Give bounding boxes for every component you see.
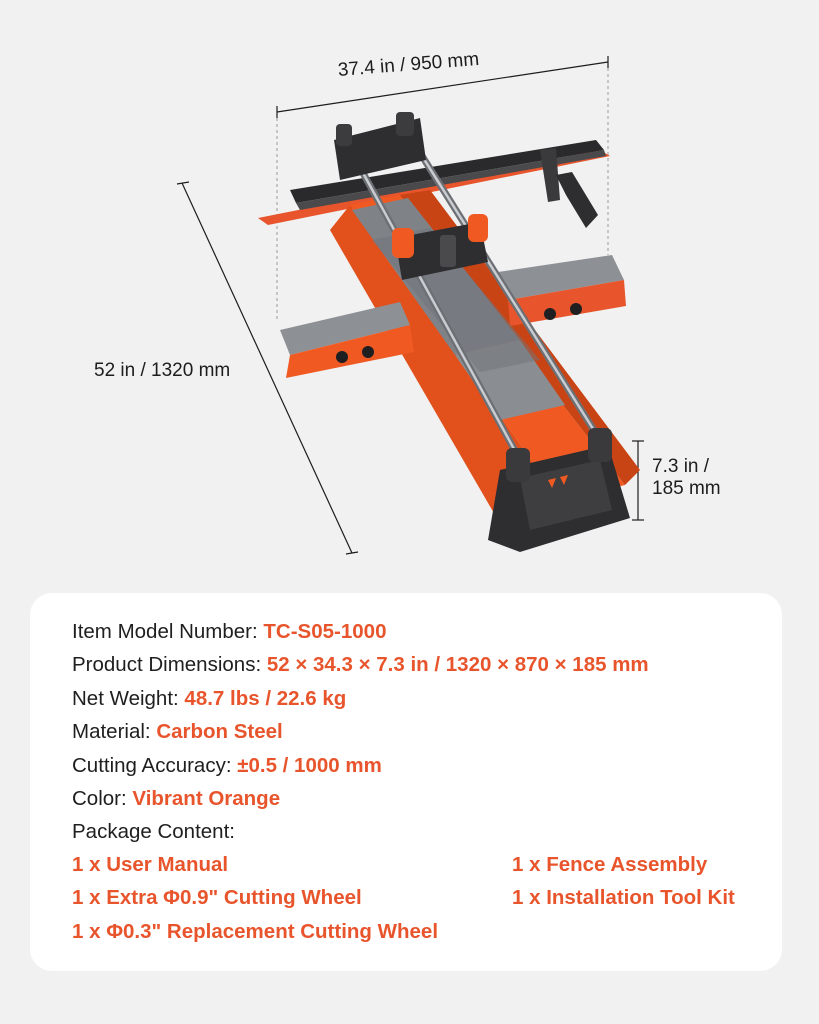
spec-row-dimensions (72, 648, 762, 681)
spec-row-model (72, 615, 762, 648)
package-content-label: Package Content: (72, 820, 235, 844)
spec-value: Carbon Steel (156, 720, 283, 744)
package-item: 1 x User Manual (72, 853, 229, 876)
spec-label: Cutting Accuracy: (72, 753, 238, 777)
height-dimension-line2: 185 mm (652, 477, 721, 499)
spec-label: Product Dimensions: (72, 653, 267, 677)
spec-value: Vibrant Orange (132, 786, 281, 810)
package-item: 1 x Extra Φ0.9" Cutting Wheel (72, 886, 362, 910)
height-dimension-label (652, 456, 721, 500)
spec-value: 48.7 lbs / 22.6 kg (184, 686, 347, 710)
length-dimension-label: 52 in / 1320 mm (94, 360, 231, 381)
package-item: 1 x Fence Assembly (512, 853, 708, 876)
top-end-block (334, 112, 426, 180)
spec-label: Net Weight: (72, 686, 185, 710)
spec-value: 52 × 34.3 × 7.3 in / 1320 × 870 × 185 mm (266, 653, 649, 677)
spec-list (72, 615, 762, 849)
width-dimension-label: 37.4 in / 950 mm (337, 48, 480, 81)
spec-row-color (72, 782, 762, 815)
spec-row-material (72, 715, 762, 748)
spec-card (30, 593, 782, 971)
spec-label: Item Model Number: (72, 620, 264, 643)
spec-value: TC-S05-1000 (263, 620, 387, 643)
package-content-list (72, 848, 762, 958)
spec-row-accuracy (72, 749, 762, 782)
height-dimension-line1: 7.3 in / (652, 456, 710, 477)
spec-value: ±0.5 / 1000 mm (237, 753, 382, 777)
spec-label: Material: (72, 720, 157, 744)
spec-row-weight (72, 682, 762, 715)
package-item: 1 x Installation Tool Kit (512, 886, 735, 910)
package-item: 1 x Φ0.3" Replacement Cutting Wheel (72, 919, 439, 943)
spec-label: Color: (72, 786, 133, 810)
